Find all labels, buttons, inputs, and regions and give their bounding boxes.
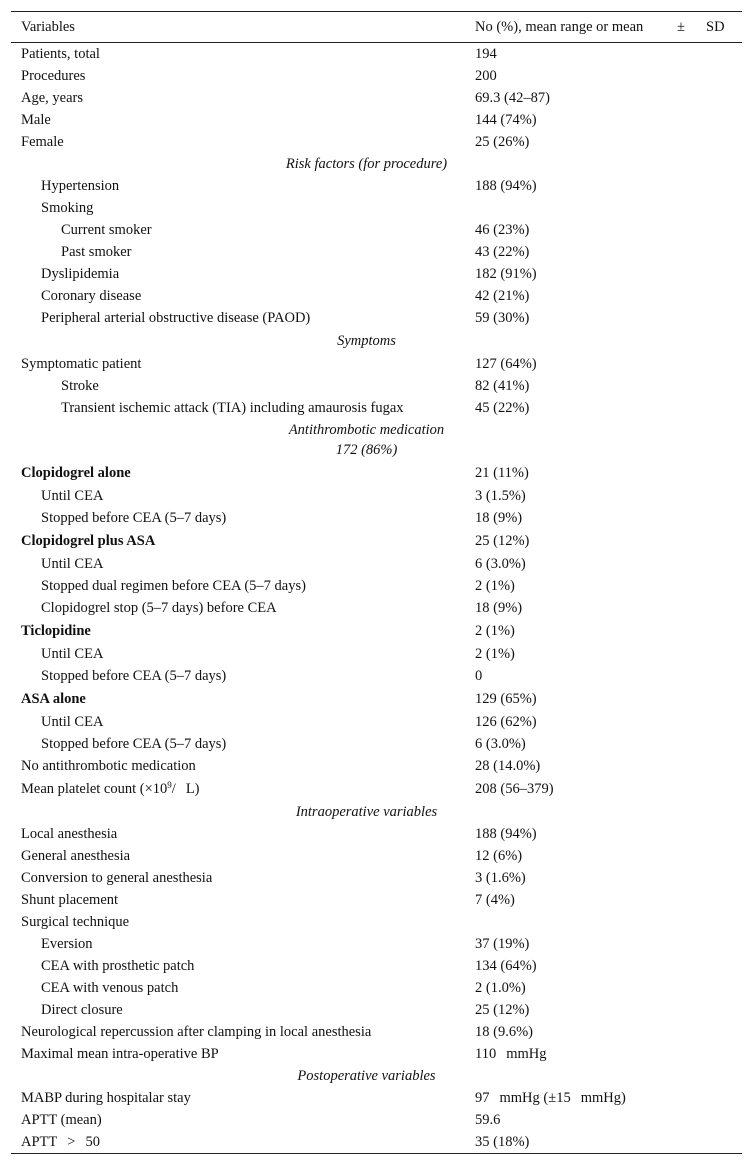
row-label: No antithrombotic medication: [21, 758, 196, 774]
header-sd: SD: [706, 19, 725, 35]
row-value: 45 (22%): [475, 400, 530, 416]
section-title: Intraoperative variables: [295, 804, 438, 820]
row-value: 3 (1.5%): [475, 488, 526, 504]
table-row: [11, 711, 742, 733]
row-value: 28 (14.0%): [475, 758, 541, 774]
row-label: MABP during hospitalar stay: [21, 1090, 191, 1106]
row-value: 0: [475, 668, 483, 684]
row-label: [21, 777, 200, 801]
section-title: [11, 420, 722, 460]
table-row: [11, 285, 742, 307]
row-value: 6 (3.0%): [475, 556, 526, 572]
row-label: Smoking: [41, 200, 94, 216]
mabp-unit: mmHg (±15: [499, 1090, 571, 1106]
row-value: 69.3 (42–87): [475, 90, 550, 106]
row-label: Clopidogrel stop (5–7 days) before CEA: [41, 600, 277, 616]
table-row: [11, 197, 742, 219]
table-row: [11, 597, 742, 619]
header-variables: Variables: [21, 19, 75, 35]
row-label: CEA with prosthetic patch: [41, 958, 195, 974]
row-label: Male: [21, 112, 51, 128]
row-value: 188 (94%): [475, 826, 537, 842]
table-row: [11, 867, 742, 889]
section-title: Symptoms: [337, 333, 396, 349]
row-value: 7 (4%): [475, 892, 515, 908]
table-row: [11, 777, 742, 801]
row-value: 127 (64%): [475, 356, 537, 372]
section-heading-antithrombotic: [11, 419, 742, 461]
row-value: 194: [475, 46, 497, 62]
aptt-label: APTT: [21, 1134, 58, 1150]
row-value: 59.6: [475, 1112, 501, 1128]
table-row: [11, 65, 742, 87]
row-label: Peripheral arterial obstructive disease (PAOD): [41, 310, 311, 326]
row-value: 18 (9%): [475, 510, 523, 526]
row-label: Shunt placement: [21, 892, 119, 908]
table-row: [11, 955, 742, 977]
table-row: [11, 1087, 742, 1109]
aptt-threshold: 50: [85, 1134, 100, 1150]
table-row: [11, 507, 742, 529]
row-value: 82 (41%): [475, 378, 530, 394]
table-row: [11, 575, 742, 597]
table-row: [11, 219, 742, 241]
row-label: Until CEA: [41, 556, 104, 572]
row-value: 42 (21%): [475, 288, 530, 304]
section-heading-intraoperative: [11, 801, 742, 823]
row-label: Stopped before CEA (5–7 days): [41, 510, 227, 526]
row-value: 134 (64%): [475, 958, 537, 974]
section-heading-risk-factors: [11, 153, 742, 175]
table-row: [11, 353, 742, 375]
row-label: Symptomatic patient: [21, 356, 142, 372]
table-row: [11, 733, 742, 755]
row-label: Eversion: [41, 936, 93, 952]
table-row: [11, 461, 742, 485]
row-label: Until CEA: [41, 646, 104, 662]
table-row: [11, 87, 742, 109]
mabp-number: 97: [475, 1090, 490, 1106]
row-label: Past smoker: [61, 244, 132, 260]
row-value: 182 (91%): [475, 266, 537, 282]
platelet-exponent: 9: [167, 780, 172, 790]
row-value: 21 (11%): [475, 465, 529, 481]
table-row: [11, 397, 742, 419]
table-row: [11, 845, 742, 867]
row-value: 2 (1%): [475, 623, 515, 639]
table-bottom-rule: [11, 1153, 742, 1154]
section-title-text: Antithrombotic medication: [288, 422, 445, 438]
row-value: 2 (1.0%): [475, 980, 526, 996]
table-row: [11, 977, 742, 999]
row-value: 25 (12%): [475, 1002, 530, 1018]
platelet-label-pre: Mean platelet count (×10: [21, 781, 168, 797]
row-value: 59 (30%): [475, 310, 530, 326]
row-value: 35 (18%): [475, 1134, 530, 1150]
row-label: Maximal mean intra-operative BP: [21, 1046, 219, 1062]
table-row: [11, 1131, 742, 1153]
table-row: [11, 665, 742, 687]
row-label: Ticlopidine: [21, 623, 91, 639]
row-value: 37 (19%): [475, 936, 530, 952]
row-label: Coronary disease: [41, 288, 142, 304]
max-bp-unit: mmHg: [506, 1046, 547, 1062]
section-heading-postoperative: [11, 1065, 742, 1087]
table-row: [11, 375, 742, 397]
table-row: [11, 889, 742, 911]
mabp-unit-2: mmHg): [580, 1090, 626, 1106]
table-row: [11, 933, 742, 955]
table-row: [11, 263, 742, 285]
data-table: [11, 11, 742, 1154]
row-value: [475, 1087, 626, 1109]
row-value: 18 (9.6%): [475, 1024, 533, 1040]
table-row: [11, 1109, 742, 1131]
row-label: Surgical technique: [21, 914, 130, 930]
row-value: 25 (12%): [475, 533, 530, 549]
row-label: Procedures: [21, 68, 86, 84]
row-value: 129 (65%): [475, 691, 537, 707]
row-value: 208 (56–379): [475, 781, 554, 797]
table-row: [11, 619, 742, 643]
row-label: Hypertension: [41, 178, 120, 194]
table-row: [11, 43, 742, 65]
section-heading-symptoms: [11, 329, 742, 353]
max-bp-number: 110: [475, 1046, 497, 1062]
row-label: Dyslipidemia: [41, 266, 120, 282]
row-label: Patients, total: [21, 46, 100, 62]
row-value: 2 (1%): [475, 646, 515, 662]
table-row: [11, 643, 742, 665]
header-plus-minus: ±: [677, 19, 685, 35]
table-row: [11, 823, 742, 845]
row-label: Age, years: [21, 90, 84, 106]
row-value: 3 (1.6%): [475, 870, 526, 886]
table-row: [11, 175, 742, 197]
row-value: 6 (3.0%): [475, 736, 526, 752]
table-row: [11, 131, 742, 153]
table-row: [11, 755, 742, 777]
table-row: [11, 1021, 742, 1043]
row-label: Direct closure: [41, 1002, 123, 1018]
row-value: 25 (26%): [475, 134, 530, 150]
row-label: Clopidogrel alone: [21, 465, 131, 481]
section-title: Risk factors (for procedure): [285, 156, 448, 172]
row-value: 126 (62%): [475, 714, 537, 730]
row-label: Until CEA: [41, 488, 104, 504]
row-value: 18 (9%): [475, 600, 523, 616]
row-label: Stopped dual regimen before CEA (5–7 days): [41, 578, 306, 594]
table-row: [11, 999, 742, 1021]
section-title: Postoperative variables: [297, 1068, 436, 1084]
row-label: Stopped before CEA (5–7 days): [41, 668, 227, 684]
table-row: [11, 109, 742, 131]
row-label: Neurological repercussion after clamping in local anesthesia: [21, 1024, 372, 1040]
header-values: No (%), mean range or mean: [475, 19, 644, 35]
row-label: Until CEA: [41, 714, 104, 730]
row-label: Clopidogrel plus ASA: [21, 533, 156, 549]
table-row: [11, 687, 742, 711]
row-value: [475, 1043, 547, 1065]
table-row: [11, 307, 742, 329]
row-value: 2 (1%): [475, 578, 515, 594]
row-label: General anesthesia: [21, 848, 131, 864]
table-row: [11, 1043, 742, 1065]
row-label: APTT (mean): [21, 1112, 102, 1128]
table-row: [11, 911, 742, 933]
row-value: 43 (22%): [475, 244, 530, 260]
row-value: 12 (6%): [475, 848, 523, 864]
platelet-slash: /: [171, 781, 176, 797]
row-label: Current smoker: [61, 222, 152, 238]
row-label: Transient ischemic attack (TIA) including amaurosis fugax: [61, 400, 404, 416]
table-row: [11, 485, 742, 507]
platelet-label-post: L): [185, 781, 200, 797]
row-label: ASA alone: [21, 691, 86, 707]
row-label: Female: [21, 134, 64, 150]
section-title-value: 172 (86%): [335, 442, 398, 458]
row-value: 200: [475, 68, 497, 84]
row-label: Stopped before CEA (5–7 days): [41, 736, 227, 752]
row-value: 144 (74%): [475, 112, 537, 128]
row-label: Local anesthesia: [21, 826, 118, 842]
row-label: Stroke: [61, 378, 99, 394]
row-label: Conversion to general anesthesia: [21, 870, 213, 886]
table-row: [11, 529, 742, 553]
table-row: [11, 553, 742, 575]
row-value: 46 (23%): [475, 222, 530, 238]
aptt-operator: >: [67, 1134, 76, 1150]
row-value: 188 (94%): [475, 178, 537, 194]
row-label: [21, 1131, 100, 1153]
row-label: CEA with venous patch: [41, 980, 179, 996]
table-header: [11, 12, 742, 42]
table-row: [11, 241, 742, 263]
